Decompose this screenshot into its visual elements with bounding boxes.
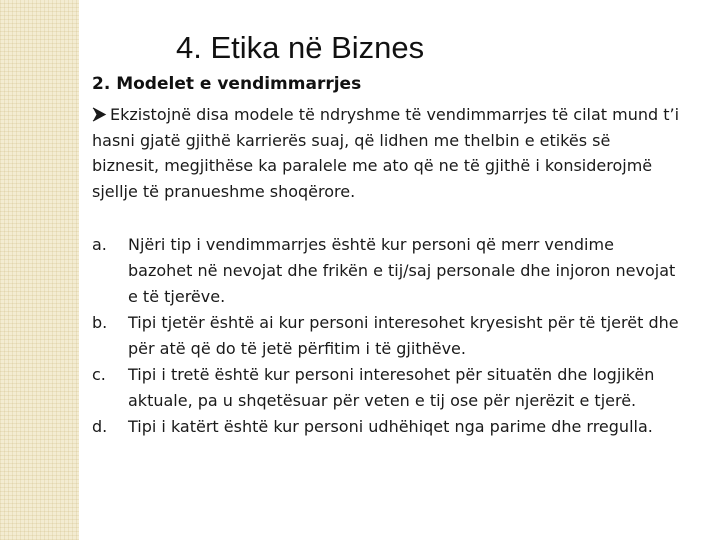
list-item-text: Tipi i tretë është kur personi interesohet për situatën dhe logjikën aktuale, pa u shqetësuar për veten e tij ose për njerëzit e tjerë.: [128, 365, 655, 410]
intro-paragraph: [92, 102, 682, 204]
list-marker: b.: [92, 313, 108, 332]
slide-title: 4. Etika në Biznes: [176, 30, 425, 65]
arrow-bullet-icon: [92, 102, 108, 128]
decorative-side-strip: [0, 0, 79, 540]
list-marker: d.: [92, 417, 108, 436]
list-item-text: Njëri tip i vendimmarrjes është kur personi që merr vendime bazohet në nevojat dhe frikën e tij/saj personale dhe injoron nevojat e të tjerëve.: [128, 235, 676, 306]
list-item-text: Tipi tjetër është ai kur personi interesohet kryesisht për të tjerët dhe për atë që do të jetë përfitim i të gjithëve.: [128, 313, 679, 358]
list-item: [92, 362, 682, 414]
list-item: [92, 414, 682, 440]
intro-text: Ekzistojnë disa modele të ndryshme të vendimmarrjes të cilat mund t’i hasni gjatë gjithë karrierës suaj, që lidhen me thelbin e etikës së biznesit, megjithëse ka paralele me ato që ne të gjithë i konsiderojmë sjellje të pranueshme shoqërore.: [92, 105, 680, 201]
list-item: [92, 232, 682, 310]
decision-model-list: [92, 232, 682, 440]
list-item: [92, 310, 682, 362]
list-marker: a.: [92, 235, 107, 254]
section-heading: 2. Modelet e vendimmarrjes: [92, 74, 362, 94]
list-item-text: Tipi i katërt është kur personi udhëhiqet nga parime dhe rregulla.: [128, 417, 653, 436]
list-marker: c.: [92, 365, 106, 384]
